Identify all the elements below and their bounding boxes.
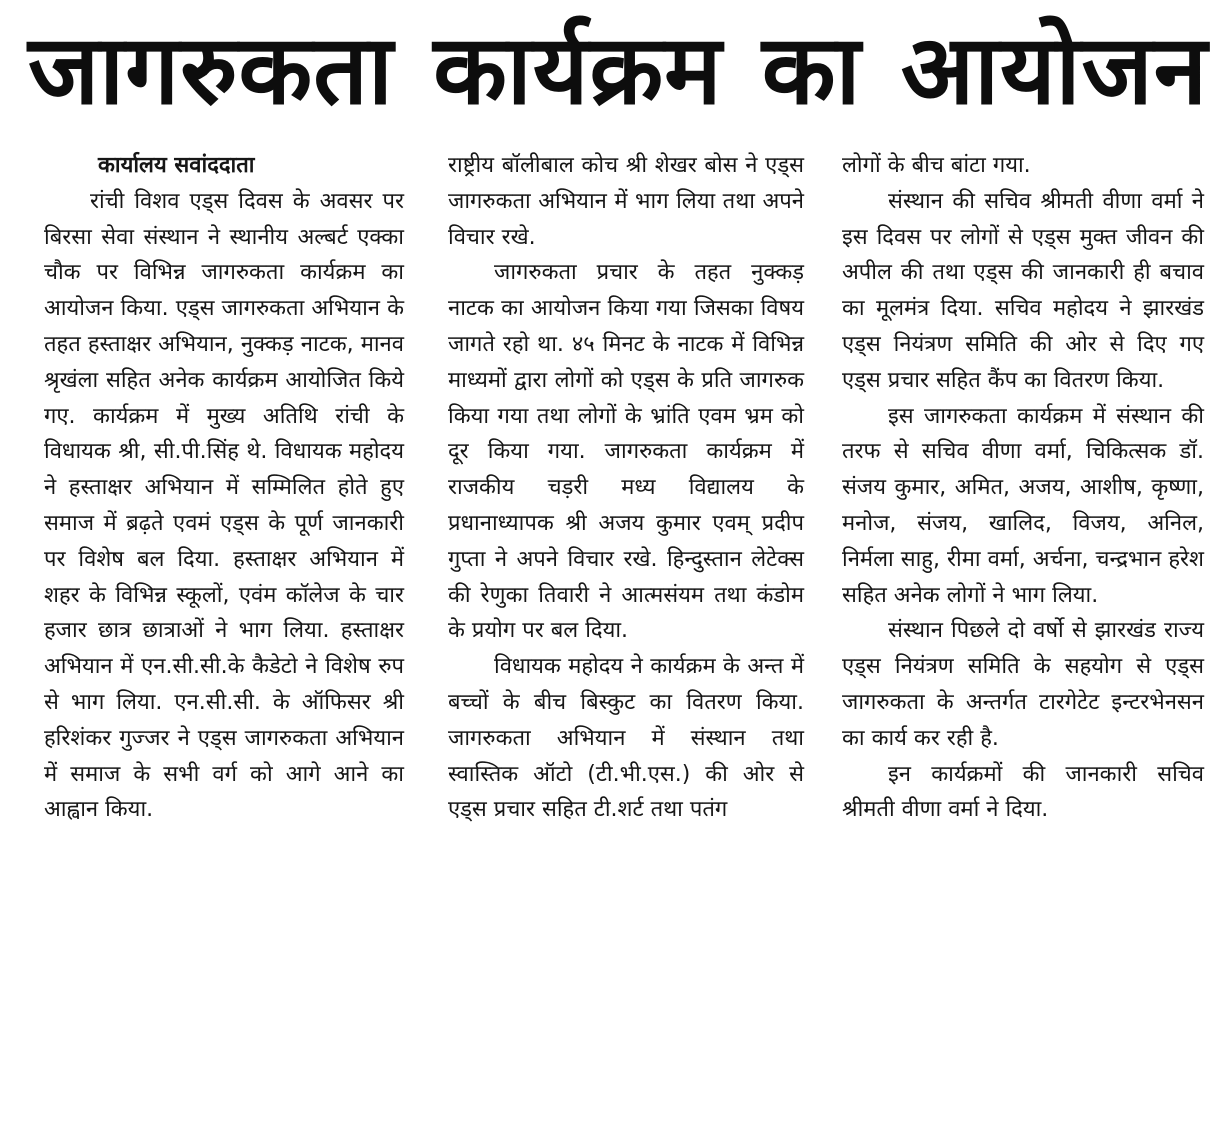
headline-word-2: कार्यक्रम xyxy=(433,14,723,126)
column-2-paragraph-1: राष्ट्रीय बॉलीबाल कोच श्री शेखर बोस ने एड्स जागरुकता अभियान में भाग लिया तथा अपने विचार रखे. xyxy=(448,153,804,250)
column-2-paragraph-2: जागरुकता प्रचार के तहत नुक्कड़ नाटक का आयोजन किया गया जिसका विषय जागते रहो था. ४५ मिनट के नाटक में विभिन्न माध्यमों द्वारा लोगों को एड्स के प्रति जागरुक किया गया तथा लोगों के भ्रांति एवम भ्रम को दूर किया गया. जागरुकता कार्यक्रम में राजकीय चड़री मध्य विद्यालय के प्रधानाध्यापक श्री अजय कुमार एवम् प्रदीप गुप्ता ने अपने विचार रखे. हिन्दुस्तान लेटेक्स की रेणुका तिवारी ने आत्मसंयम तथा कंडोम के प्रयोग पर बल दिया. xyxy=(448,260,804,644)
headline-word-4: आयोजन xyxy=(900,14,1208,126)
column-3-paragraph-4: संस्थान पिछले दो वर्षो से झारखंड राज्य एड्स नियंत्रण समिति के सहयोग से एड्स जागरुकता के अन्तर्गत टारगेटेट इन्टरभेनसन का कार्य कर रही है. xyxy=(842,618,1204,751)
article-column-3 xyxy=(842,148,1204,828)
headline xyxy=(28,6,1208,134)
column-1-paragraph: रांची विशव एड्स दिवस के अवसर पर बिरसा सेवा संस्थान ने स्थानीय अल्बर्ट एक्का चौक पर विभिन्न जागरुकता कार्यक्रम का आयोजन किया. एड्स जागरुकता अभियान के तहत हस्ताक्षर अभियान, नुक्कड़ नाटक, मानव श्रृखंला सहित अनेक कार्यक्रम आयोजित किये गए. कार्यक्रम में मुख्य अतिथि रांची के विधायक श्री, सी.पी.सिंह थे. विधायक महोदय ने हस्ताक्षर अभियान में सम्मिलित होते हुए समाज में ब्रढ़ते एवमं एड्स के पूर्ण जानकारी पर विशेष बल दिया. हस्ताक्षर अभियान में शहर के विभिन्न स्कूलों, एवंम कॉलेज के चार हजार छात्र छात्राओं ने भाग लिया. हस्ताक्षर अभियान में एन.सी.सी.के कैडेटो ने विशेष रुप से भाग लिया. एन.सी.सी. के ऑफिसर श्री हरिशंकर गुज्जर ने एड्स जागरुकता अभियान में समाज के सभी वर्ग को आगे आने का आह्वान किया. xyxy=(44,188,404,823)
article-column-1 xyxy=(44,148,404,828)
byline: कार्यालय सवांददाता xyxy=(98,153,255,178)
column-3-paragraph-1: लोगों के बीच बांटा गया. xyxy=(842,153,1031,178)
headline-word-1: जागरुकता xyxy=(28,14,394,126)
article-column-2 xyxy=(448,148,804,828)
column-3-paragraph-5: इन कार्यक्रमों की जानकारी सचिव श्रीमती वीणा वर्मा ने दिया. xyxy=(842,761,1204,823)
headline-word-3: का xyxy=(761,14,862,126)
column-3-paragraph-3: इस जागरुकता कार्यक्रम में संस्थान की तरफ से सचिव वीणा वर्मा, चिकित्सक डॉ. संजय कुमार, अमित, अजय, आशीष, कृष्णा, मनोज, संजय, खालिद, विजय, अनिल, निर्मला साहु, रीमा वर्मा, अर्चना, चन्द्रभान हरेश सहित अनेक लोगों ने भाग लिया. xyxy=(842,403,1204,608)
column-3-paragraph-2: संस्थान की सचिव श्रीमती वीणा वर्मा ने इस दिवस पर लोगों से एड्स मुक्त जीवन की अपील की तथा एड्स की जानकारी ही बचाव का मूलमंत्र दिया. सचिव महोदय ने झारखंड एड्स नियंत्रण समिति की ओर से दिए गए एड्स प्रचार सहित कैंप का वितरण किया. xyxy=(842,188,1204,393)
column-2-paragraph-3: विधायक महोदय ने कार्यक्रम के अन्त में बच्चों के बीच बिस्कुट का वितरण किया. जागरुकता अभियान में संस्थान तथा स्वास्तिक ऑटो (टी.भी.एस.) की ओर से एड्स प्रचार सहित टी.शर्ट तथा पतंग xyxy=(448,654,804,823)
